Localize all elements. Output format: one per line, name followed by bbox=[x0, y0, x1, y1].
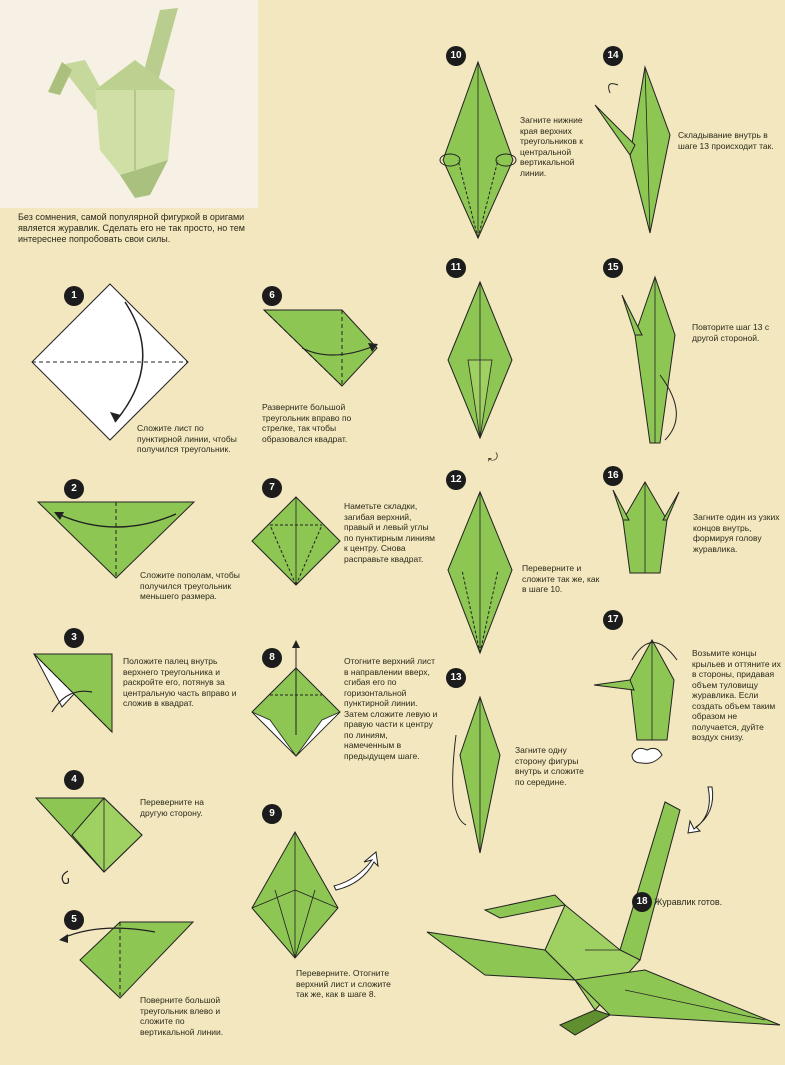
step-10-diagram bbox=[438, 60, 518, 240]
turn-over-icon bbox=[56, 868, 76, 888]
step-10-text: Загните нижние края верхних треугольников к центральной вертикальной линии. bbox=[520, 115, 583, 178]
step-12-number: 12 bbox=[446, 470, 466, 490]
step-2-diagram bbox=[36, 500, 196, 580]
step-15-text: Повторите шаг 13 с другой стороной. bbox=[692, 322, 770, 343]
step-8-number: 8 bbox=[262, 648, 282, 668]
step-14-diagram bbox=[590, 65, 680, 235]
turn-over-arrow-icon bbox=[332, 850, 382, 890]
step-9-diagram bbox=[250, 830, 340, 960]
step-17-diagram bbox=[592, 630, 687, 770]
step-8-text: Отогните верхний лист в направлении вверх, сгибая его по горизонтальной пунктирной линии. Затем сложите левую и правую части к центру по линиям, намеченным в предыдущем шаге. bbox=[344, 656, 438, 761]
step-14-text: Складывание внутрь в шаге 13 происходит так. bbox=[678, 130, 774, 151]
crane-photo-image bbox=[0, 0, 258, 208]
step-6-text: Разверните большой треугольник вправо по стрелке, так чтобы образовался квадрат. bbox=[262, 402, 352, 444]
intro-text: Без сомнения, самой популярной фигуркой в оригами является журавлик. Сделать его не так просто, но тем интереснее попробовать свои силы. bbox=[18, 212, 245, 244]
step-16-number: 16 bbox=[603, 466, 623, 486]
step-15-number: 15 bbox=[603, 258, 623, 278]
step-7-number: 7 bbox=[262, 478, 282, 498]
step-12-diagram bbox=[440, 490, 520, 655]
step-7-text: Наметьте складки, загибая верхний, правый и левый углы по пунктирным линиям к центру. Снова расправьте квадрат. bbox=[344, 501, 436, 564]
step-4-number: 4 bbox=[64, 770, 84, 790]
step-16-diagram bbox=[605, 480, 685, 575]
turn-over-icon-2: ⤾ bbox=[488, 450, 498, 464]
step-5-text: Поверните большой треугольник влево и сложите по вертикальной линии. bbox=[140, 995, 224, 1037]
finished-crane-diagram bbox=[425, 800, 785, 1040]
crane-photo bbox=[0, 0, 258, 208]
step-3-text: Положите палец внутрь верхнего треугольника и раскройте его, потянув за центральную часть вправо и сложив в квадрат. bbox=[123, 656, 237, 708]
step-12-text: Переверните и сложите так же, как в шаге 10. bbox=[522, 563, 600, 594]
step-4-diagram bbox=[34, 790, 144, 875]
step-9-text: Переверните. Отогните верхний лист и сложите так же, как в шаге 8. bbox=[296, 968, 391, 999]
step-4-text: Переверните на другую сторону. bbox=[140, 797, 204, 818]
step-17-text: Возьмите концы крыльев и оттяните их в стороны, придавая объем туловищу журавлика. Если создать объем таким образом не получается, дуйте воздух снизу. bbox=[692, 648, 781, 742]
step-6-number: 6 bbox=[262, 286, 282, 306]
step-1-text: Сложите лист по пунктирной линии, чтобы получился треугольник. bbox=[137, 423, 237, 454]
step-18-number: 18 bbox=[632, 892, 652, 912]
step-2-number: 2 bbox=[64, 479, 84, 499]
step-7-diagram bbox=[250, 495, 342, 587]
step-11-diagram bbox=[440, 280, 520, 440]
step-2-text: Сложите пополам, чтобы получился треугольник меньшего размера. bbox=[140, 570, 240, 601]
step-1-number: 1 bbox=[64, 286, 84, 306]
step-14-number: 14 bbox=[603, 46, 623, 66]
step-10-number: 10 bbox=[446, 46, 466, 66]
step-13-number: 13 bbox=[446, 668, 466, 688]
step-5-diagram bbox=[55, 920, 195, 1005]
step-13-text: Загните одну сторону фигуры внутрь и сложите по середине. bbox=[515, 745, 584, 787]
step-5-number: 5 bbox=[64, 910, 84, 930]
step-18-text: Журавлик готов. bbox=[654, 897, 723, 907]
step-8-diagram bbox=[250, 640, 342, 760]
step-3-number: 3 bbox=[64, 628, 84, 648]
step-15-diagram bbox=[620, 275, 690, 445]
step-1-diagram bbox=[30, 282, 190, 442]
step-6-diagram bbox=[262, 308, 382, 388]
step-11-number: 11 bbox=[446, 258, 466, 278]
step-9-number: 9 bbox=[262, 804, 282, 824]
step-16-text: Загните один из узких концов внутрь, формируя голову журавлика. bbox=[693, 512, 780, 554]
step-3-diagram bbox=[32, 652, 122, 742]
step-17-number: 17 bbox=[603, 610, 623, 630]
